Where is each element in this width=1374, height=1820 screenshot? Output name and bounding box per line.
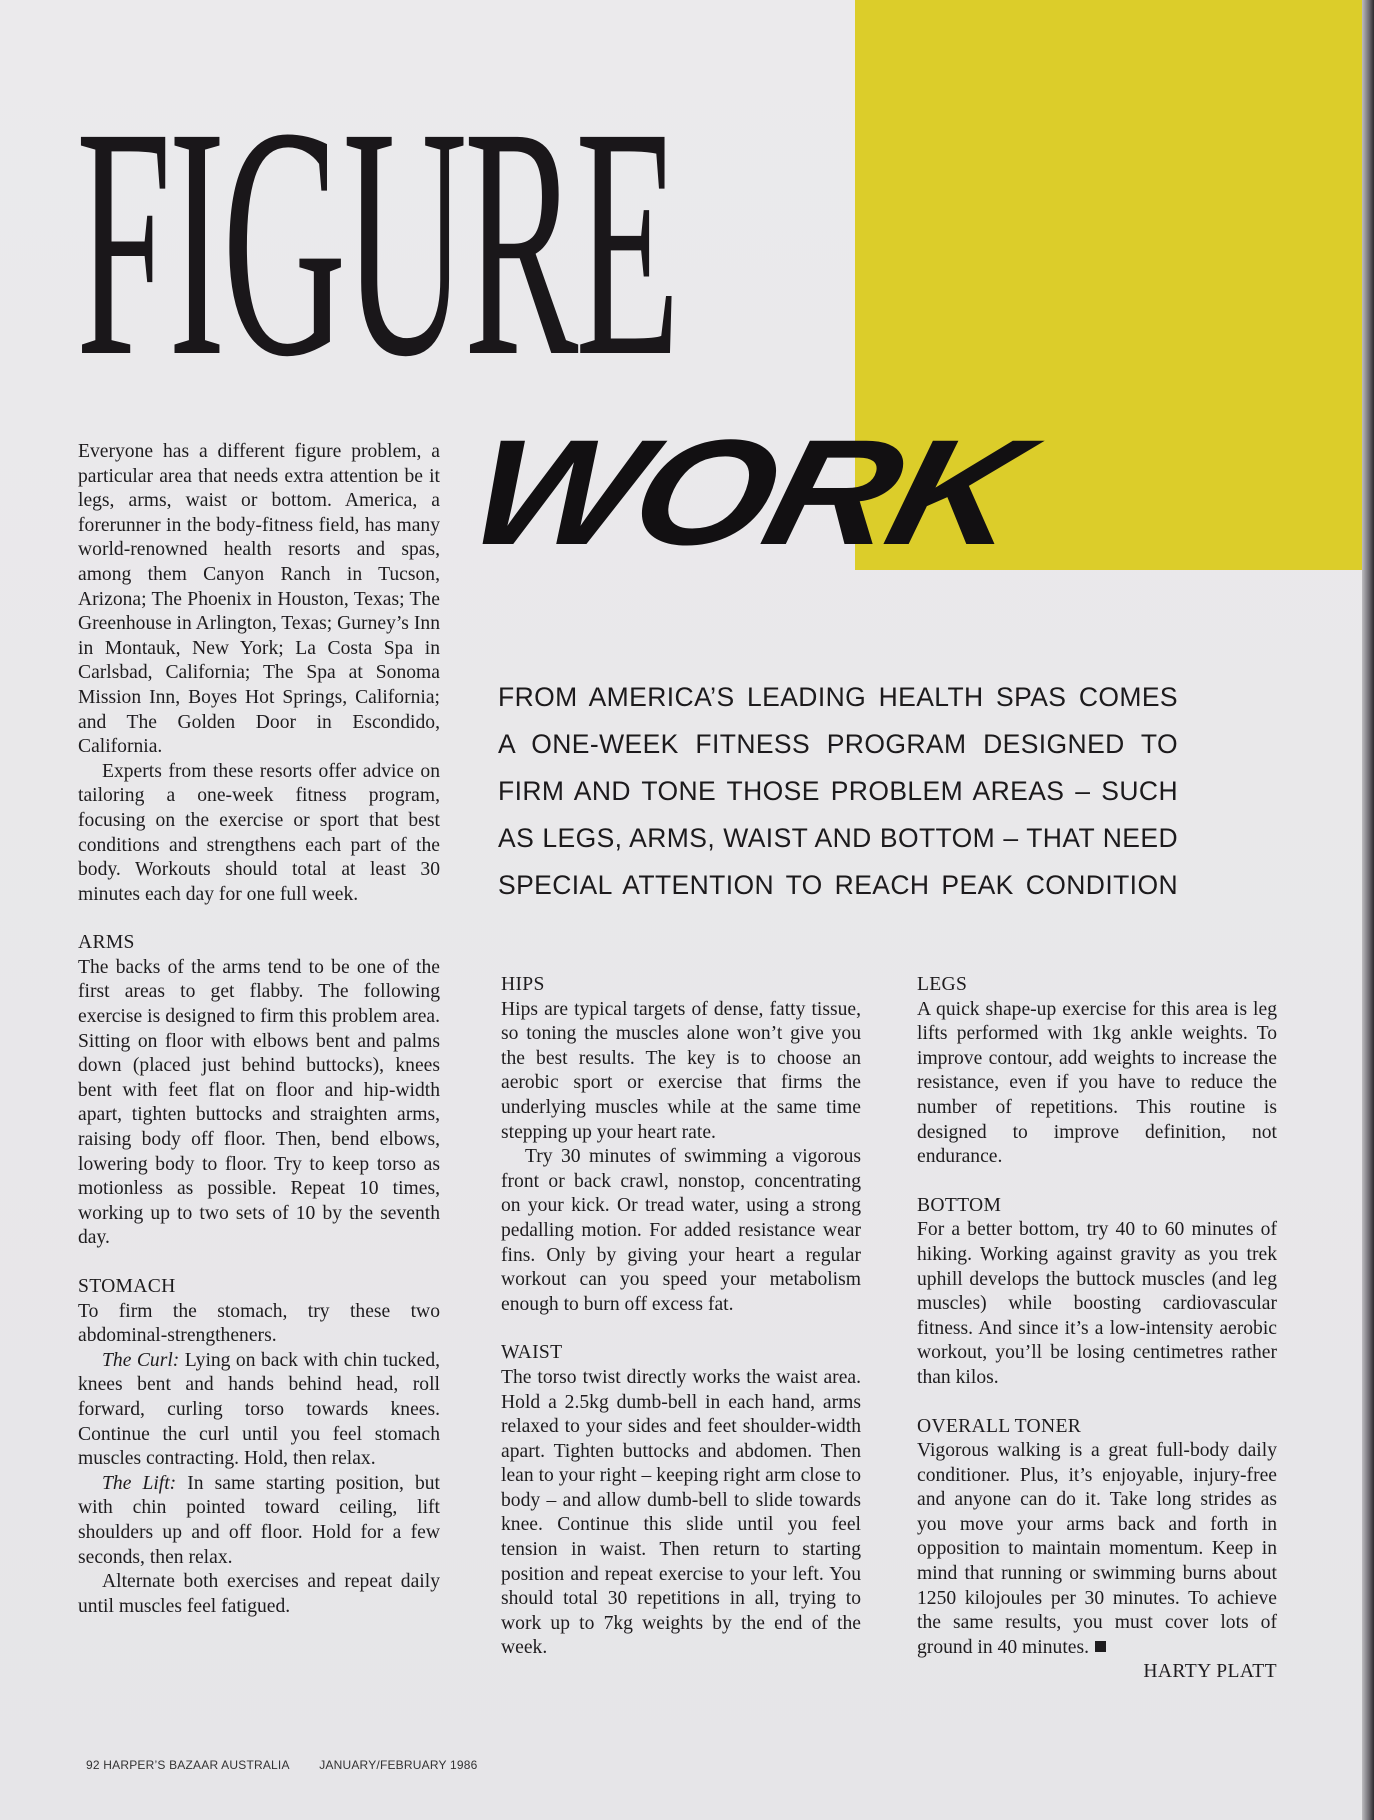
stomach-paragraph: To firm the stomach, try these two abdominal-strengtheners.	[78, 1300, 440, 1347]
arms-paragraph: The backs of the arms tend to be one of the first areas to get flabby. The following exercise is designed to firm this problem area. Sitting on floor with elbows bent and palms down (placed just behind buttocks), knees bent with feet flat on floor and hip-width apart, tighten buttocks and straighten arms, raising body off floor. Then, bend elbows, lowering body to floor. Try to keep torso as motionless as possible. Repeat 10 times, working up to two sets of 10 by the seventh day.	[78, 956, 440, 1249]
byline: HARTY PLATT	[1143, 1661, 1277, 1683]
deck-line: A ONE-WEEK FITNESS PROGRAM DESIGNED TO	[498, 729, 1178, 759]
arms-heading: ARMS	[78, 932, 135, 954]
page-edge-shadow	[1362, 0, 1374, 1820]
toner-paragraph	[917, 1439, 1277, 1660]
curl-label: The Curl:	[102, 1349, 180, 1371]
toner-text: Vigorous walking is a great full-body daily conditioner. Plus, it’s enjoyable, injury-free and anyone can do it. Take long strides as you move your arms back and forth in opposition to maintain momentum. Keep in mind that running or swimming burns about 1250 kilojoules per 30 minutes. To achieve the same results, you must cover lots of ground in 40 minutes.	[917, 1440, 1277, 1658]
page-footer	[86, 1757, 504, 1773]
deck-line: SPECIAL ATTENTION TO REACH PEAK CONDITION	[498, 870, 1178, 900]
lift-label: The Lift:	[102, 1472, 177, 1494]
end-square-icon	[1095, 1641, 1106, 1652]
column-left	[78, 440, 440, 1619]
toner-heading: OVERALL TONER	[917, 1415, 1082, 1437]
bottom-paragraph: For a better bottom, try 40 to 60 minutes of hiking. Working against gravity as you trek uphill develops the buttock muscles (and leg muscles) while boosting cardiovascular fitness. And since it’s a low-intensity aerobic workout, you’ll be losing centimetres rather than kilos.	[917, 1219, 1277, 1388]
column-right	[917, 973, 1277, 1685]
hips-heading: HIPS	[501, 974, 545, 995]
column-middle	[501, 973, 861, 1661]
deck-line: FROM AMERICA’S LEADING HEALTH SPAS COMES	[498, 682, 1178, 712]
deck-line: AS LEGS, ARMS, WAIST AND BOTTOM – THAT NEED	[498, 823, 1178, 853]
curl-text: Lying on back with chin tucked, knees bent and hands behind head, roll forward, curling torso towards knees. Continue the curl until you feel stomach muscles contracting. Hold, then relax.	[78, 1349, 441, 1470]
stomach-lift-paragraph	[78, 1472, 440, 1570]
legs-heading: LEGS	[917, 974, 968, 995]
hips-paragraph: Try 30 minutes of swimming a vigorous front or back crawl, nonstop, concentrating on your kick. Or tread water, using a strong pedalling motion. For added resistance wear fins. Only by giving your heart a regular workout can you speed your metabolism enough to burn off excess fat.	[501, 1146, 861, 1315]
waist-paragraph: The torso twist directly works the waist area. Hold a 2.5kg dumb-bell in each hand, arms relaxed to your sides and feet shoulder-width apart. Tighten buttocks and abdomen. Then lean to your right – keeping right arm close to body – and allow dumb-bell to slide towards knee. Continue this slide until you feel tension in waist. Then return to starting position and repeat exercise to your left. You should total 30 repetitions in all, trying to work up to 7kg weights by the end of the week.	[501, 1366, 861, 1659]
deck-subheading	[498, 674, 1178, 909]
stomach-paragraph: Alternate both exercises and repeat daily until muscles feel fatigued.	[78, 1571, 440, 1617]
stomach-curl-paragraph	[78, 1349, 440, 1472]
title-figure: FIGURE	[76, 60, 677, 425]
hips-paragraph: Hips are typical targets of dense, fatty tissue, so toning the muscles alone won’t give you the best results. The key is to choose an aerobic sport or exercise that firms the underlying muscles while at the same time stepping up your heart rate.	[501, 998, 861, 1143]
footer-date: JANUARY/FEBRUARY 1986	[319, 1758, 478, 1772]
footer-publication: 92 HARPER’S BAZAAR AUSTRALIA	[86, 1758, 290, 1772]
title-work: WORK	[453, 408, 1038, 576]
bottom-heading: BOTTOM	[917, 1194, 1002, 1216]
waist-heading: WAIST	[501, 1342, 563, 1364]
intro-paragraph: Experts from these resorts offer advice on tailoring a one-week fitness program, focusing on the exercise or sport that best conditions and strengthens each part of the body. Workouts should total at least 30 minutes each day for one full week.	[78, 760, 440, 905]
lift-text: In same starting position, but with chin pointed toward ceiling, lift shoulders up and off floor. Hold for a few seconds, then relax.	[78, 1472, 440, 1568]
stomach-heading: STOMACH	[78, 1276, 176, 1297]
intro-paragraph: Everyone has a different figure problem, a particular area that needs extra attention be it legs, arms, waist or bottom. America, a forerunner in the body-fitness field, has many world-renowned health resorts and spas, among them Canyon Ranch in Tucson, Arizona; The Phoenix in Houston, Texas; The Greenhouse in Arlington, Texas; Gurney’s Inn in Montauk, New York; La Costa Spa in Carlsbad, California; The Spa at Sonoma Mission Inn, Boyes Hot Springs, California; and The Golden Door in Escondido, California.	[78, 441, 440, 758]
legs-paragraph: A quick shape-up exercise for this area is leg lifts performed with 1kg ankle weights. To improve contour, add weights to increase the resistance, even if you have to reduce the number of repetitions. This routine is designed to improve definition, not endurance.	[917, 998, 1277, 1168]
deck-line: FIRM AND TONE THOSE PROBLEM AREAS – SUCH	[498, 776, 1178, 806]
